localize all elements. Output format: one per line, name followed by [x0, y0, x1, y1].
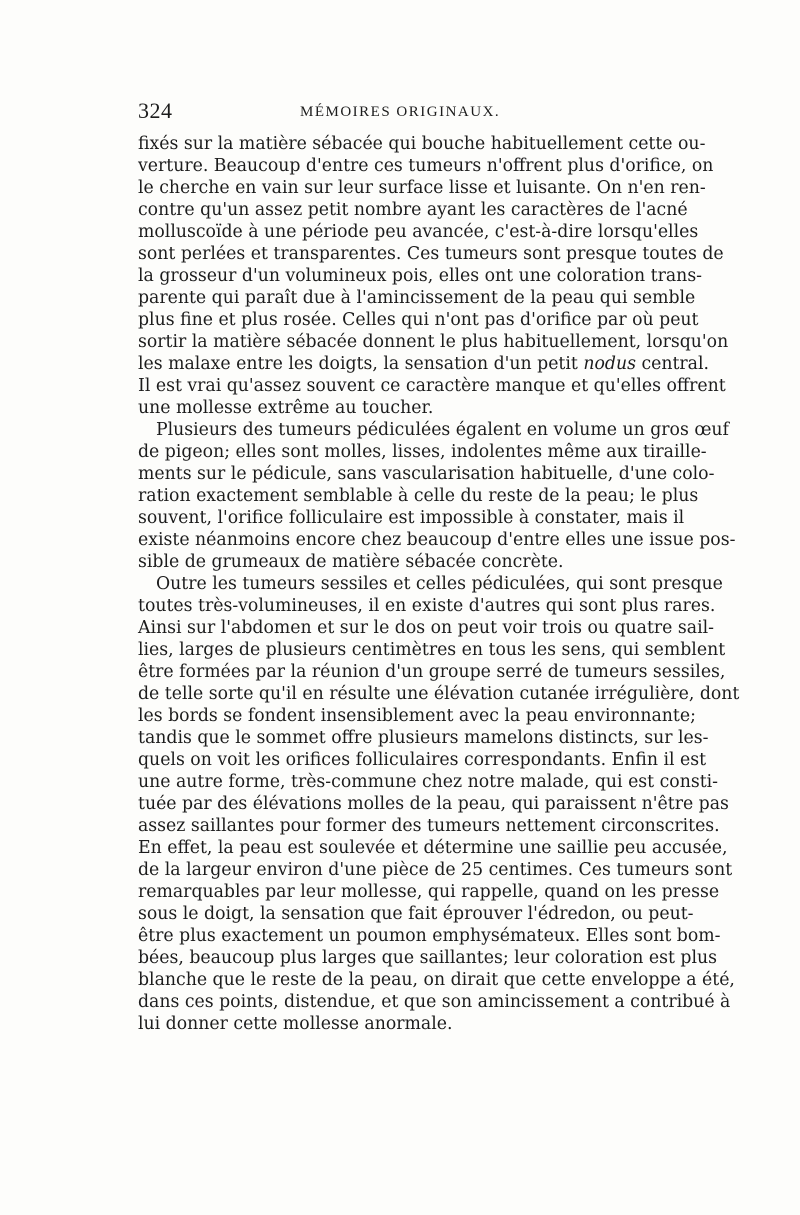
- text-line: la grosseur d'un volumineux pois, elles ont une coloration trans-: [138, 266, 703, 286]
- text-line: tuée par des élévations molles de la peau, qui paraissent n'être pas: [138, 794, 729, 814]
- text-line: sortir la matière sébacée donnent le plus habituellement, lorsqu'on: [138, 332, 729, 352]
- text-line: lui donner cette mollesse anormale.: [138, 1014, 453, 1034]
- text-line: tandis que le sommet offre plusieurs mamelons distincts, sur les-: [138, 728, 709, 748]
- text-line: Il est vrai qu'assez souvent ce caractère manque et qu'elles offrent: [138, 376, 726, 396]
- text-line: parente qui paraît due à l'amincissement de la peau qui semble: [138, 288, 696, 308]
- text-line: de pigeon; elles sont molles, lisses, indolentes même aux tiraille-: [138, 442, 707, 462]
- running-title: MÉMOIRES ORIGINAUX.: [300, 104, 501, 120]
- text-line: ration exactement semblable à celle du reste de la peau; le plus: [138, 486, 699, 506]
- text-line: blanche que le reste de la peau, on dirait que cette enveloppe a été,: [138, 970, 735, 990]
- page-number: 324: [138, 98, 173, 123]
- text-line: une autre forme, très-commune chez notre malade, qui est consti-: [138, 772, 719, 792]
- italic-term: nodus: [583, 354, 636, 374]
- text-line: plus fine et plus rosée. Celles qui n'ont pas d'orifice par où peut: [138, 310, 699, 330]
- text-line: sont perlées et transparentes. Ces tumeurs sont presque toutes de: [138, 244, 724, 264]
- text-line: remarquables par leur mollesse, qui rappelle, quand on les presse: [138, 882, 720, 902]
- text-line: Ainsi sur l'abdomen et sur le dos on peut voir trois ou quatre sail-: [138, 618, 714, 638]
- text-line: toutes très-volumineuses, il en existe d'autres qui sont plus rares.: [138, 596, 716, 616]
- text-line: Outre les tumeurs sessiles et celles pédiculées, qui sont presque: [156, 574, 723, 594]
- text-line: être formées par la réunion d'un groupe serré de tumeurs sessiles,: [138, 662, 726, 682]
- text-line: les bords se fondent insensiblement avec la peau environnante;: [138, 706, 696, 726]
- body-text: [138, 133, 740, 1035]
- text-line: être plus exactement un poumon emphysémateux. Elles sont bom-: [138, 926, 721, 946]
- paragraph: [138, 419, 736, 573]
- text-line: assez saillantes pour former des tumeurs nettement circonscrites.: [138, 816, 720, 836]
- text-line: lies, larges de plusieurs centimètres en tous les sens, qui semblent: [138, 640, 726, 660]
- text-line: molluscoïde à une période peu avancée, c'est-à-dire lorsqu'elles: [138, 222, 699, 242]
- text-line: dans ces points, distendue, et que son amincissement a contribué à: [138, 992, 731, 1012]
- text-line: sous le doigt, la sensation que fait éprouver l'édredon, ou peut-: [138, 904, 694, 924]
- text-line: souvent, l'orifice folliculaire est impossible à constater, mais il: [138, 508, 685, 528]
- text-line: de telle sorte qu'il en résulte une élévation cutanée irrégulière, dont: [138, 684, 740, 704]
- text-line: les malaxe entre les doigts, la sensation d'un petit nodus central.: [138, 354, 710, 374]
- paragraph: [138, 133, 729, 419]
- text-line: sible de grumeaux de matière sébacée concrète.: [138, 552, 564, 572]
- text-line: En effet, la peau est soulevée et détermine une saillie peu accusée,: [138, 838, 728, 858]
- text-line: existe néanmoins encore chez beaucoup d'entre elles une issue pos-: [138, 530, 736, 550]
- paragraph: [138, 573, 740, 1035]
- running-head: [138, 98, 664, 124]
- text-line: de la largeur environ d'une pièce de 25 centimes. Ces tumeurs sont: [138, 860, 733, 880]
- text-line: le cherche en vain sur leur surface lisse et luisante. On n'en ren-: [138, 178, 706, 198]
- text-line: Plusieurs des tumeurs pédiculées égalent en volume un gros œuf: [156, 420, 729, 440]
- text-line: ments sur le pédicule, sans vascularisation habituelle, d'une colo-: [138, 464, 715, 484]
- text-line: bées, beaucoup plus larges que saillantes; leur coloration est plus: [138, 948, 717, 968]
- text-line: quels on voit les orifices folliculaires correspondants. Enfin il est: [138, 750, 707, 770]
- text-line: fixés sur la matière sébacée qui bouche habituellement cette ou-: [138, 134, 706, 154]
- text-line: contre qu'un assez petit nombre ayant les caractères de l'acné: [138, 200, 688, 220]
- text-line: une mollesse extrême au toucher.: [138, 398, 434, 418]
- text-line: verture. Beaucoup d'entre ces tumeurs n'offrent plus d'orifice, on: [138, 156, 714, 176]
